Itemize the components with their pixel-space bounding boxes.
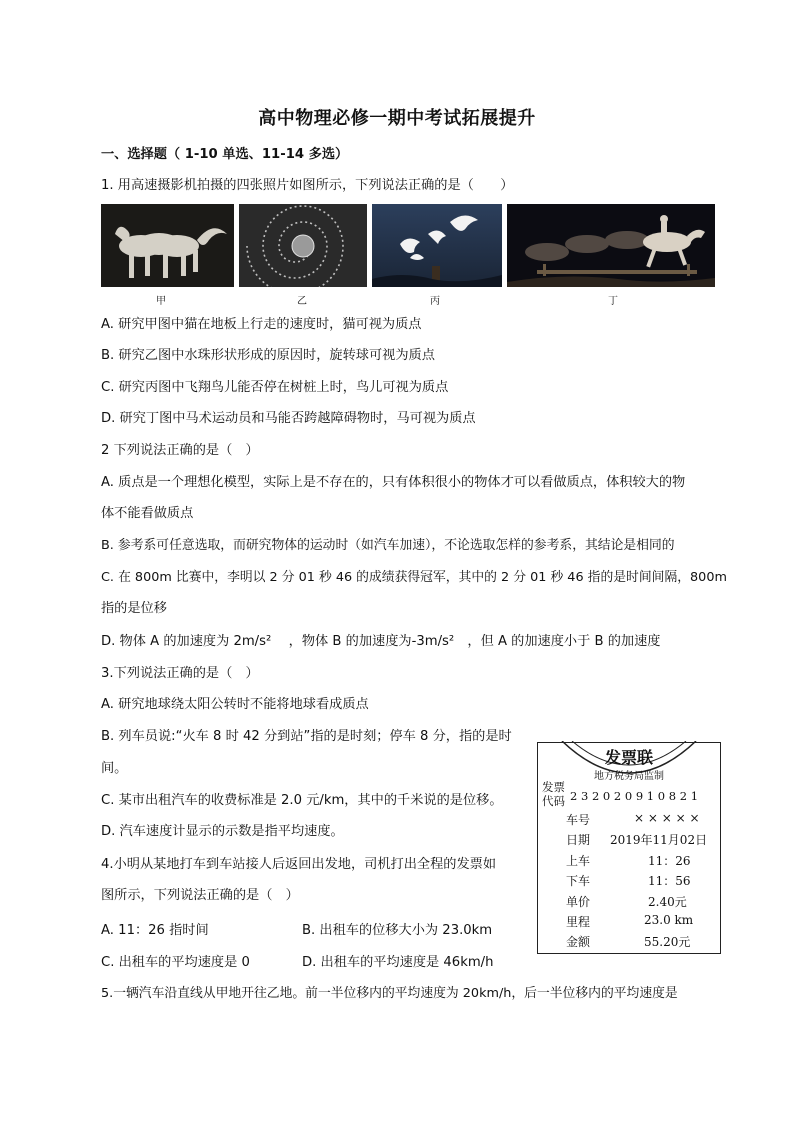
taxi-receipt	[537, 742, 721, 954]
receipt-value-amount: 55.20元	[644, 935, 691, 949]
q2-option-c: C. 在 800m 比赛中，李明以 2 分 01 秒 46 的成绩获得冠军，其中的 2 分 01 秒 46 指的是时间间隔，800m	[101, 570, 727, 585]
q2-option-b: B. 参考系可任意选取，而研究物体的运动时（如汽车加速），不论选取怎样的参考系，其结论是相同的	[101, 538, 675, 553]
q3-option-d: D. 汽车速度计显示的示数是指平均速度。	[101, 824, 344, 839]
q2-option-c-cont: 指的是位移	[101, 601, 167, 616]
receipt-value-distance: 23.0 km	[644, 913, 694, 927]
photo-cat	[101, 204, 234, 287]
q1-option-b: B. 研究乙图中水珠形状形成的原因时，旋转球可视为质点	[101, 348, 435, 363]
q2-option-a-cont: 体不能看做质点	[101, 506, 194, 521]
receipt-code-value: 2 3 2 0 2 0 9 1 0 8 2 1	[570, 789, 699, 803]
q1-option-a: A. 研究甲图中猫在地板上行走的速度时，猫可视为质点	[101, 317, 422, 332]
q1-stem: 1. 用高速摄影机拍摄的四张照片如图所示，下列说法正确的是（ ）	[101, 178, 514, 193]
caption-ding: 丁	[608, 296, 618, 307]
q4-option-b: B. 出租车的位移大小为 23.0km	[302, 923, 493, 938]
photo-spinning-ball	[239, 204, 367, 287]
caption-bing: 丙	[430, 296, 440, 307]
photo-horse-jump	[507, 204, 715, 287]
receipt-value-date: 2019年11月02日	[610, 833, 708, 847]
receipt-label-price: 单价	[566, 895, 591, 909]
q2-option-d: D. 物体 A 的加速度为 2m/s² ，物体 B 的加速度为-3m/s² ，但 A 的加速度小于 B 的加速度	[101, 634, 661, 649]
q2-option-a: A. 质点是一个理想化模型，实际上是不存在的，只有体积很小的物体才可以看做质点，体积较大的物	[101, 475, 686, 490]
caption-yi: 乙	[297, 296, 307, 307]
receipt-label-date: 日期	[566, 833, 591, 847]
receipt-value-plate: × × × × ×	[634, 811, 700, 825]
q4-option-a: A. 11：26 指时间	[101, 923, 209, 938]
q1-option-c: C. 研究丙图中飞翔鸟儿能否停在树桩上时，鸟儿可视为质点	[101, 380, 449, 395]
q3-stem: 3.下列说法正确的是（ ）	[101, 666, 259, 681]
receipt-subheader: 地方税务局监制	[594, 771, 664, 782]
section-heading: 一、选择题（ 1-10 单选、11-14 多选）	[101, 147, 349, 162]
receipt-label-board: 上车	[566, 854, 591, 868]
q4-stem: 4.小明从某地打车到车站接人后返回出发地，司机打出全程的发票如	[101, 857, 497, 872]
photo-birds	[372, 204, 502, 287]
receipt-code-label-1: 发票	[542, 780, 565, 794]
receipt-value-price: 2.40元	[648, 895, 687, 909]
q2-stem: 2 下列说法正确的是（ ）	[101, 443, 259, 458]
receipt-code-label-2: 代码	[542, 794, 565, 808]
receipt-label-plate: 车号	[566, 813, 591, 827]
q1-option-d: D. 研究丁图中马术运动员和马能否跨越障碍物时，马可视为质点	[101, 411, 476, 426]
receipt-label-distance: 里程	[566, 915, 591, 929]
receipt-value-board: 11：26	[648, 854, 691, 868]
caption-jia: 甲	[156, 296, 166, 307]
receipt-label-amount: 金额	[566, 935, 591, 949]
receipt-value-alight: 11：56	[648, 874, 691, 888]
q5-stem: 5.一辆汽车沿直线从甲地开往乙地。前一半位移内的平均速度为 20km/h，后一半位移内的平均速度是	[101, 986, 678, 1001]
q3-option-b: B. 列车员说:“火车 8 时 42 分到站”指的是时刻；停车 8 分，指的是时	[101, 729, 512, 744]
page-title: 高中物理必修一期中考试拓展提升	[258, 108, 536, 129]
q3-option-b-cont: 间。	[101, 761, 128, 776]
receipt-header: 发票联	[604, 748, 653, 767]
receipt-label-alight: 下车	[566, 874, 591, 888]
q4-option-d: D. 出租车的平均速度是 46km/h	[302, 955, 494, 970]
q3-option-a: A. 研究地球绕太阳公转时不能将地球看成质点	[101, 697, 369, 712]
q4-option-c: C. 出租车的平均速度是 0	[101, 955, 250, 970]
q3-option-c: C. 某市出租汽车的收费标准是 2.0 元/km，其中的千米说的是位移。	[101, 793, 503, 808]
q4-stem-cont: 图所示，下列说法正确的是（ ）	[101, 888, 299, 903]
